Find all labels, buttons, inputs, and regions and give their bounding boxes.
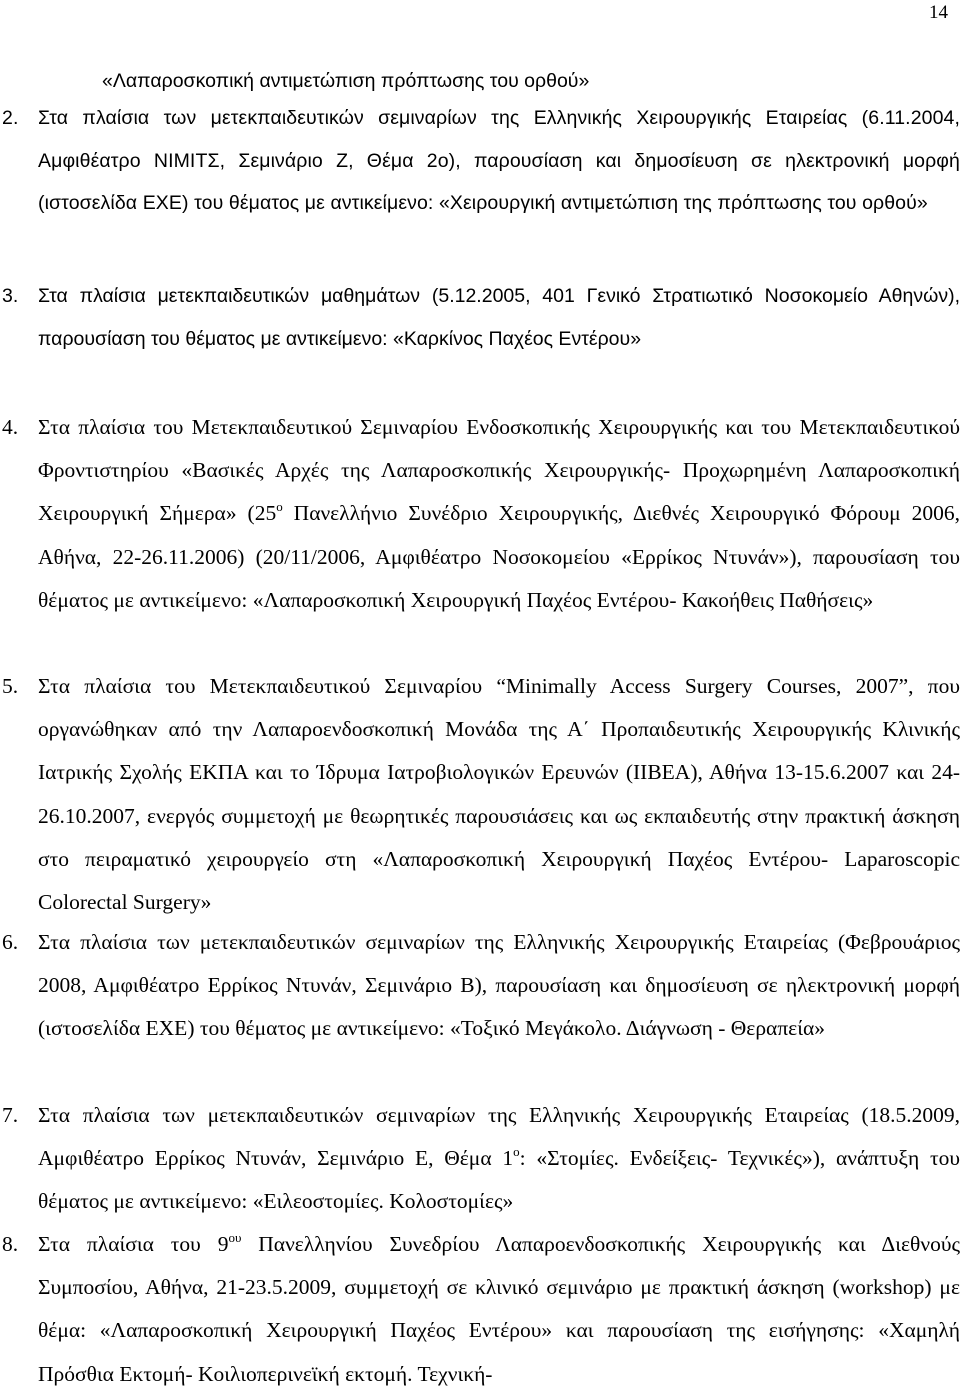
superscript-ordinal: ο bbox=[513, 1144, 520, 1160]
superscript-ordinal: ο bbox=[276, 499, 283, 515]
list-item-text-part-b: Πανελληνίου Συνεδρίου Λαπαροενδοσκοπικής Χειρουργικής και Διεθνούς Συμποσίου, Αθήνα, 21-23.5.2009, συμμετοχή σε κλινικό σεμινάριο με πρακτική άσκηση (workshop) με θέμα: «Λαπαροσκοπική Χειρουργική Παχέος Εντέρου» και παρουσίαση της εισήγησης: «Χαμηλή Πρόσθια Εκτομή- Κοιλιοπερινεϊκή εκτομή. Τεχνική- bbox=[38, 1232, 960, 1386]
list-item-number: 7. bbox=[2, 1103, 19, 1127]
list-item-number: 6. bbox=[2, 930, 19, 954]
list-item-text-part-b: : «Στομίες. Ενδείξεις- Τεχνικές»), ανάπτυξη του θέματος με αντικείμενο: «Ειλεοστομίες. Κολοστομίες» bbox=[38, 1146, 960, 1214]
list-item-8 bbox=[0, 1223, 960, 1396]
list-item-number: 5. bbox=[2, 674, 19, 698]
list-item-number: 4. bbox=[2, 415, 19, 439]
list-item-text: Στα πλαίσια μετεκπαιδευτικών μαθημάτων (5.12.2005, 401 Γενικό Στρατιωτικό Νοσοκομείο Αθηνών), παρουσίαση του θέματος με αντικείμενο: «Καρκίνος Παχέος Εντέρου» bbox=[38, 285, 960, 350]
list-item-text-part-a: Στα πλαίσια των μετεκπαιδευτικών σεμιναρίων της Ελληνικής Χειρουργικής Εταιρείας (18.5.2009, Αμφιθέατρο Ερρίκος Ντυνάν, Σεμινάριο Ε, Θέμα 1 bbox=[38, 1103, 960, 1171]
list-item-2 bbox=[0, 97, 960, 225]
list-item-6 bbox=[0, 921, 960, 1051]
list-item-number: 2. bbox=[2, 107, 19, 129]
list-item-4 bbox=[0, 406, 960, 622]
list-item-number: 3. bbox=[2, 285, 19, 307]
list-item-3 bbox=[0, 275, 960, 360]
list-item-text-part-b: Πανελλήνιο Συνέδριο Χειρουργικής, Διεθνές Χειρουργικό Φόρουμ 2006, Αθήνα, 22-26.11.2006) (20/11/2006, Αμφιθέατρο Νοσοκομείου «Ερρίκος Ντυνάν»), παρουσίαση του θέματος με αντικείμενο: «Λαπαροσκοπική Χειρουργική Παχέος Εντέρου- Κακοήθεις Παθήσεις» bbox=[38, 501, 960, 612]
list-item-text: Στα πλαίσια των μετεκπαιδευτικών σεμιναρίων της Ελληνικής Χειρουργικής Εταιρείας (6.11.2004, Αμφιθέατρο ΝΙΜΙΤΣ, Σεμινάριο Ζ, Θέμα 2ο), παρουσίαση και δημοσίευση σε ηλεκτρονική μορφή (ιστοσελίδα ΕΧΕ) του θέματος με αντικείμενο: «Χειρουργική αντιμετώπιση της πρόπτωσης του ορθού» bbox=[38, 107, 960, 214]
list-item-text-part-a: Στα πλαίσια του 9 bbox=[38, 1232, 229, 1256]
list-item-text-part-a: Στα πλαίσια του Μετεκπαιδευτικού Σεμιναρίου Ενδοσκοπικής Χειρουργικής και του Μετεκπαιδευτικού Φροντιστηρίου «Βασικές Αρχές της Λαπαροσκοπικής Χειρουργικής- Προχωρημένη Λαπαροσκοπική Χειρουργική Σήμερα» (25 bbox=[38, 415, 960, 526]
list-item-5 bbox=[0, 665, 960, 924]
list-item-number: 8. bbox=[2, 1232, 19, 1256]
list-item-text: Στα πλαίσια του Μετεκπαιδευτικού Σεμιναρίου “Minimally Access Surgery Courses, 2007”, που οργανώθηκαν από την Λαπαροενδοσκοπική Μονάδα της Α΄ Προπαιδευτικής Χειρουργικής Κλινικής Ιατρικής Σχολής ΕΚΠΑ και το Ίδρυμα Ιατροβιολογικών Ερευνών (ΙΙΒΕΑ), Αθήνα 13-15.6.2007 και 24-26.10.2007, ενεργός συμμετοχή με θεωρητικές παρουσιάσεις και ως εκπαιδευτής στην πρακτική άσκηση στο πειραματικό χειρουργείο στη «Λαπαροσκοπική Χειρουργική Παχέος Εντέρου- Laparoscopic Colorectal Surgery» bbox=[38, 674, 960, 915]
superscript-ordinal: ου bbox=[228, 1230, 242, 1245]
page-number: 14 bbox=[929, 2, 948, 23]
continuation-line: «Λαπαροσκοπική αντιμετώπιση πρόπτωσης του ορθού» bbox=[102, 70, 590, 92]
list-item-text: Στα πλαίσια των μετεκπαιδευτικών σεμιναρίων της Ελληνικής Χειρουργικής Εταιρείας (Φεβρουάριος 2008, Αμφιθέατρο Ερρίκος Ντυνάν, Σεμινάριο Β), παρουσίαση και δημοσίευση σε ηλεκτρονική μορφή (ιστοσελίδα ΕΧΕ) του θέματος με αντικείμενο: «Τοξικό Μεγάκολο. Διάγνωση - Θεραπεία» bbox=[38, 930, 960, 1041]
list-item-7 bbox=[0, 1094, 960, 1224]
